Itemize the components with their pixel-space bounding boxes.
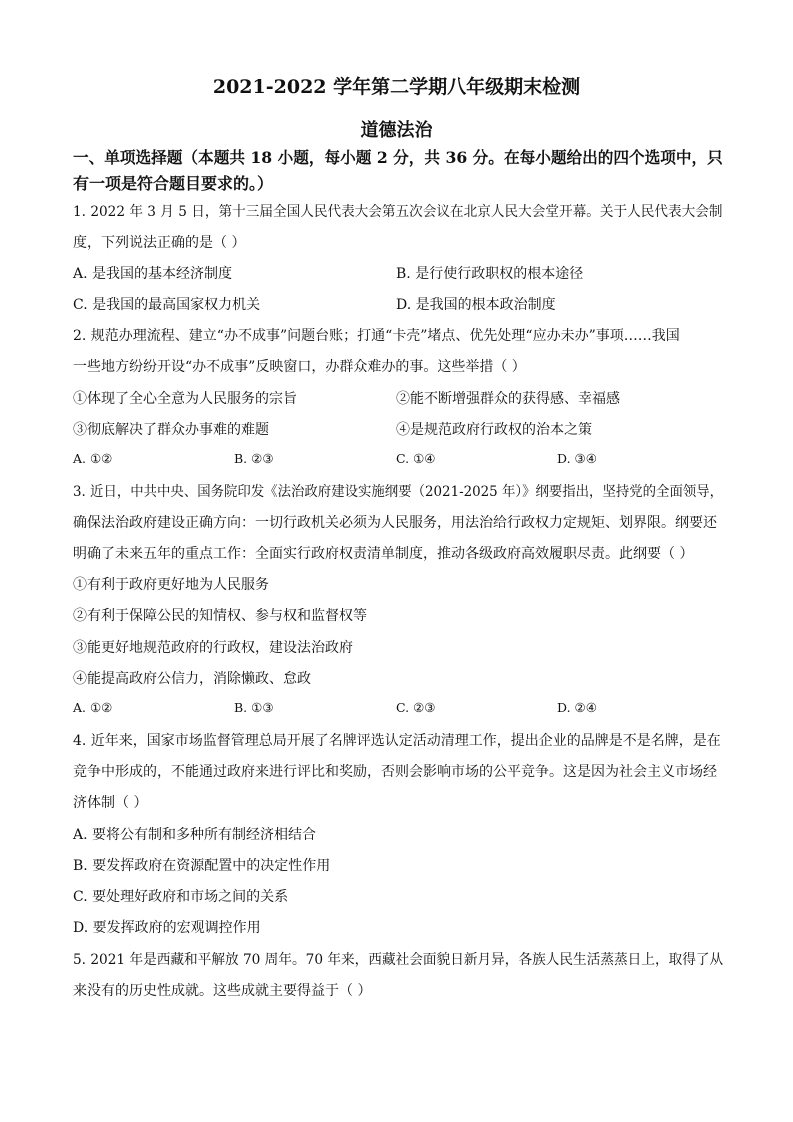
q3-option-b: B. ①③ <box>234 700 274 715</box>
q4-stem-line2: 竞争中形成的，不能通过政府来进行评比和奖励，否则会影响市场的公平竞争。这是因为社会主义市场经 <box>73 764 717 780</box>
q1-stem-line2: 度，下列说法正确的是（ ） <box>73 235 246 251</box>
q2-stem-line2: 一些地方纷纷开设“办不成事”反映窗口，办群众难办的事。这些举措（ ） <box>73 359 526 375</box>
q4-option-c: C. 要处理好政府和市场之间的关系 <box>73 889 289 905</box>
q1-option-a: A. 是我国的基本经济制度 <box>73 266 233 282</box>
q3-statement-2: ②有利于保障公民的知情权、参与权和监督权等 <box>73 608 367 624</box>
q4-option-b: B. 要发挥政府在资源配置中的决定性作用 <box>73 858 331 874</box>
q3-option-a: A. ①② <box>73 700 113 715</box>
q5-stem-line2: 来没有的历史性成就。这些成就主要得益于（ ） <box>73 983 372 999</box>
q2-option-b: B. ②③ <box>234 451 274 466</box>
q4-stem-line1: 4. 近年来，国家市场监督管理总局开展了名牌评选认定活动清理工作，提出企业的品牌是不是名牌，是在 <box>73 733 721 749</box>
q5-stem-line1: 5. 2021 年是西藏和平解放 70 周年。70 年来，西藏社会面貌日新月异，各族人民生活蒸蒸日上，取得了从 <box>73 952 724 968</box>
q1-stem-line1: 1. 2022 年 3 月 5 日，第十三届全国人民代表大会第五次会议在北京人民大会堂开幕。关于人民代表大会制 <box>73 204 723 220</box>
q2-option-c: C. ①④ <box>396 451 436 466</box>
q3-statement-1: ①有利于政府更好地为人民服务 <box>73 577 269 593</box>
q2-stem-line1: 2. 规范办理流程、建立“办不成事”问题台账；打通“卡壳”堵点、优先处理“应办未办”事项……我国 <box>73 328 680 344</box>
q4-option-a: A. 要将公有制和多种所有制经济相结合 <box>73 827 317 843</box>
q1-option-d: D. 是我国的根本政治制度 <box>396 297 556 313</box>
q3-option-d: D. ②④ <box>557 700 597 715</box>
q3-stem-line1: 3. 近日，中共中央、国务院印发《法治政府建设实施纲要（2021-2025 年）》纲要指出，坚持党的全面领导， <box>73 484 724 500</box>
exam-title: 2021-2022 学年第二学期八年级期末检测 <box>212 76 581 98</box>
q2-statement-3: ③彻底解决了群众办事难的难题 <box>73 422 269 438</box>
q3-option-c: C. ②③ <box>396 700 436 715</box>
q2-statement-1: ①体现了全心全意为人民服务的宗旨 <box>73 391 297 407</box>
subject-title: 道德法治 <box>360 120 433 141</box>
q2-statement-2: ②能不断增强群众的获得感、幸福感 <box>396 391 620 407</box>
section-heading-line2: 有一项是符合题目要求的。） <box>73 174 274 193</box>
q3-statement-4: ④能提高政府公信力，消除懒政、怠政 <box>73 671 311 687</box>
q2-option-d: D. ③④ <box>557 451 597 466</box>
q4-stem-line3: 济体制（ ） <box>73 795 148 811</box>
q3-statement-3: ③能更好地规范政府的行政权，建设法治政府 <box>73 640 353 656</box>
q3-stem-line2: 确保法治政府建设正确方向：一切行政机关必须为人民服务，用法治给行政权力定规矩、划界限。纲要还 <box>73 515 717 531</box>
q2-statement-4: ④是规范政府行政权的治本之策 <box>396 422 592 438</box>
q1-option-c: C. 是我国的最高国家权力机关 <box>73 297 261 313</box>
q2-option-a: A. ①② <box>73 451 113 466</box>
q3-stem-line3: 明确了未来五年的重点工作：全面实行政府权责清单制度，推动各级政府高效履职尽责。此纲要（ ） <box>73 546 694 562</box>
q1-option-b: B. 是行使行政职权的根本途径 <box>396 266 584 282</box>
q4-option-d: D. 要发挥政府的宏观调控作用 <box>73 920 261 936</box>
section-heading-line1: 一、单项选择题（本题共 18 小题，每小题 2 分，共 36 分。在每小题给出的四个选项中，只 <box>73 148 723 167</box>
section-heading <box>73 145 723 197</box>
